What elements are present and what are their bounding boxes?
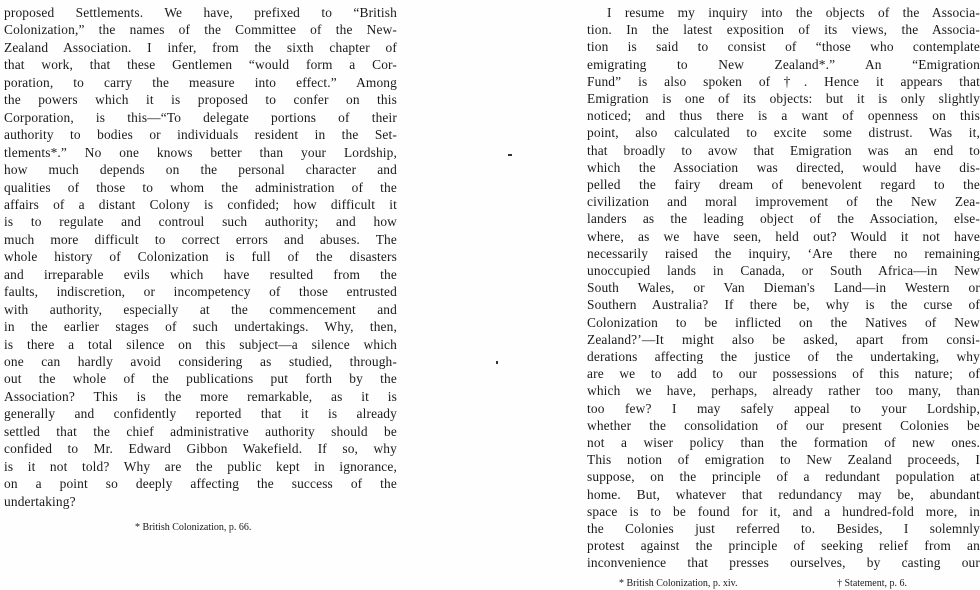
text-line: one can hardly avoid considering as studied, through- [4, 354, 397, 369]
text-line: settled that the chief administrative authority should be [4, 423, 397, 439]
left-page [0, 0, 400, 590]
text-line: pelled the fairy dream of benevolent regard to the [587, 177, 980, 192]
text-line: not a wiser policy than the formation of new ones. [587, 435, 980, 450]
text-line: generally and confidently reported that it is already [4, 406, 397, 422]
text-line: is to regulate and controul such authority; and how [4, 214, 397, 230]
text-line: derations affecting the justice of the undertaking, why [587, 349, 980, 364]
text-line: noticed; and thus there is a want of openness on this [587, 108, 980, 124]
text-line: whole history of Colonization is full of the disasters [4, 249, 397, 265]
text-line: whether the consolidation of our present Colonies be [587, 417, 980, 433]
text-line: that work, that these Gentlemen “would form a Cor- [4, 57, 397, 73]
text-line: poration, to carry the measure into effect.” Among [4, 74, 397, 90]
text-line: are we to add to our possessions of this nature; of [587, 366, 980, 382]
text-line: tion. In the latest exposition of its views, the Associa- [587, 22, 980, 38]
text-line: South Wales, or Van Dieman's Land—in Western or [587, 280, 980, 296]
page-speck [508, 154, 512, 156]
text-line: Corporation, is this—“To delegate portions of their [4, 109, 397, 125]
text-line: confided to Mr. Edward Gibbon Wakefield. If so, why [4, 441, 397, 457]
right-page [583, 0, 980, 590]
text-line: suppose, on the principle of a redundant population at [587, 469, 980, 485]
text-line: the Colonies just referred to. Besides, I solemnly [587, 521, 980, 536]
text-line: is there a total silence on this subject—a silence which [4, 336, 397, 352]
footnote: † Statement, p. 6. [837, 578, 907, 589]
text-line: undertaking? [4, 493, 76, 509]
text-line: qualities of those to whom the administration of the [4, 179, 397, 195]
page-speck [496, 361, 498, 364]
text-line: I resume my inquiry into the objects of the Associa- [607, 5, 980, 20]
text-line: Emigration is one of its objects: but it is only slightly [587, 91, 980, 106]
text-line: Fund” is also spoken of†. Hence it appears that [587, 73, 980, 89]
text-line: unoccupied lands in Canada, or South Africa—in New [587, 263, 980, 278]
text-line: Association? This is the more remarkable, as it is [4, 388, 397, 404]
text-line: necessarily raised the inquiry, ‘Are there no remaining [587, 245, 980, 261]
text-line: is it not told? Why are the public kept in ignorance, [4, 458, 397, 474]
text-line: too few? I may safely appeal to your Lordship, [587, 400, 980, 416]
text-line: inconvenience that presses ourselves, by casting our [587, 555, 980, 571]
text-line: how much depends on the personal character and [4, 162, 397, 178]
text-line: in the earlier stages of such undertakings. Why, then, [4, 319, 397, 335]
text-line: and irreparable evils which have resulted from the [4, 266, 397, 282]
text-line: landers as the leading object of the Association, else- [587, 211, 980, 227]
text-line: point, also calculated to excite some distrust. Was it, [587, 125, 980, 141]
text-line: civilization and moral improvement of the New Zea- [587, 194, 980, 210]
text-line: tlements*.” No one knows better than your Lordship, [4, 144, 397, 160]
text-line: much more difficult to correct errors and abuses. The [4, 231, 397, 247]
text-line: Colonization to be inflicted on the Natives of New [587, 314, 980, 330]
text-line: on a point so deeply affecting the success of the [4, 476, 397, 492]
text-line: faults, indiscretion, or incompetency of those entrusted [4, 284, 397, 300]
text-line: out the whole of the publications put forth by the [4, 371, 397, 387]
text-line: affairs of a distant Colony is confided; how difficult it [4, 196, 397, 212]
text-line: the powers which it is proposed to confer on this [4, 92, 397, 108]
text-line: protest against the principle of seeking relief from an [587, 538, 980, 554]
text-line: Zealand Association. I infer, from the sixth chapter of [4, 39, 397, 55]
text-line: This notion of emigration to New Zealand proceeds, I [587, 452, 980, 468]
text-line: Colonization,” the names of the Committee of the New- [4, 22, 397, 38]
text-line: where, as we have seen, held out? Would it not have [587, 228, 980, 244]
text-line: space is to be found for it, and a hundred-fold more, in [587, 503, 980, 519]
text-line: which we have, perhaps, already rather too many, than [587, 383, 980, 399]
text-line: Zealand?’—It might also be asked, apart from consi- [587, 331, 980, 347]
footnote: * British Colonization, p. xiv. [619, 578, 738, 589]
text-line: proposed Settlements. We have, prefixed to “British [4, 5, 397, 20]
text-line: home. But, whatever that redundancy may be, abundant [587, 486, 980, 502]
text-line: tion is said to consist of “those who contemplate [587, 39, 980, 55]
text-line: authority to bodies or individuals resident in the Set- [4, 127, 397, 143]
text-line: which the Association was directed, would have dis- [587, 159, 980, 175]
text-line: emigrating to New Zealand*.” An “Emigration [587, 56, 980, 72]
footnote: * British Colonization, p. 66. [135, 522, 252, 533]
text-line: Southern Australia? If there be, why is the curse of [587, 297, 980, 313]
text-line: with authority, especially at the commencement and [4, 301, 397, 317]
text-line: that broadly to avow that Emigration was an end to [587, 142, 980, 158]
